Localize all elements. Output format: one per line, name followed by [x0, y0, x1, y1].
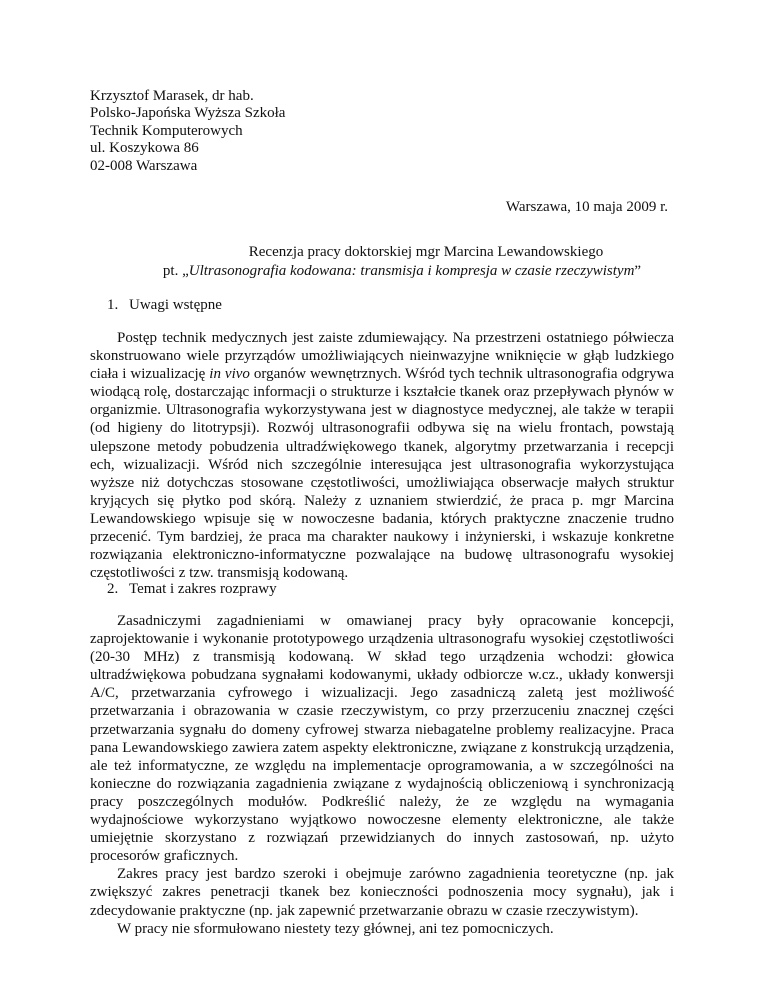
section-heading-2 — [107, 581, 277, 598]
section-body-2 — [90, 612, 674, 938]
title-prefix: pt. „ — [162, 263, 189, 279]
paragraph — [90, 329, 674, 582]
paragraph-text: Postęp technik medycznych jest zaiste zdumiewający. Na przestrzeni ostatniego półwiecza skonstruowano wiele przyrządów umożliwiających nieinwazyjne wniknięcie w głąb ludzkiego ciała i wizualizację — [90, 330, 674, 383]
paragraph: Zakres pracy jest bardzo szeroki i obejmuje zarówno zagadnienia teoretyczne (np. jak zwiększyć zakres penetracji tkanek bez konieczności podnoszenia mocy sygnału), jak i zdecydowanie praktyczne (np. jak zapewnić przetwarzanie obrazu w czasie rzeczywistym). — [90, 866, 674, 919]
title-suffix: ” — [634, 263, 642, 279]
review-title-line2 — [0, 262, 768, 281]
paragraph-text: organów wewnętrznych. Wśród tych technik ultrasonografia odgrywa wiodącą rolę, dostarczając informacji o strukturze i kształcie tkanek oraz przepływach płynów w organizmie. Ultrasonografia wykorzystywana jest w diagnostyce medycznej, ale także w terapii (od higieny do litotrypsji). Rozwój ultrasonografii odbywa się na wielu frontach, powstają ulepszone metody pobudzenia ultradźwiękowego tkanek, algorytmy przetwarzania i recepcji ech, wizualizacji. Wśród nich szczególnie interesująca jest ultrasonografia wykorzystująca wyższe niż dotychczas stosowane częstotliwości, umożliwiająca obserwacje małych struktur kryjących się płytko pod skórą. Należy z uznaniem stwierdzić, że praca p. mgr Marcina Lewandowskiego wpisuje się w nowoczesne badania, których praktyczne znaczenie trudno przecenić. Tym bardziej, że praca ma charakter naukowy i inżynierski, i wskazuje konkretne rozwiązania elektroniczno-informatyczne pozwalające na budowę ultrasonografu wysokiej częstotliwości z tzw. transmisją kodowaną. — [90, 366, 674, 582]
sender-postal-city: 02-008 Warszawa — [90, 157, 198, 174]
paragraph: W pracy nie sformułowano niestety tezy głównej, ani tez pomocniczych. — [117, 920, 554, 937]
sender-name: Krzysztof Marasek, dr hab. — [90, 88, 254, 104]
sender-institution-cont: Technik Komputerowych — [90, 122, 243, 139]
review-title-line1: Recenzja pracy doktorskiej mgr Marcina Lewandowskiego — [248, 244, 604, 260]
section-title-2: Temat i zakres rozprawy — [129, 581, 277, 597]
sender-street: ul. Koszykowa 86 — [90, 140, 199, 157]
dateline: Warszawa, 10 maja 2009 r. — [505, 199, 668, 215]
sender-address — [90, 88, 285, 175]
paragraph: Zasadniczymi zagadnieniami w omawianej pracy były opracowanie koncepcji, zaprojektowanie i wykonanie prototypowego urządzenia ultrasonografu wysokiej częstotliwości (20-30 MHz) z transmisją kodowaną. W skład tego urządzenia wchodzi: głowica ultradźwiękowa pobudzana sygnałami kodowanymi, układy odbiorcze w.cz., układy konwersji A/C, przetwarzania cyfrowego i wizualizacji. Jego zasadniczą zaletą jest możliwość przetwarzania i obrazowania w czasie rzeczywistym, co przy przerzuceniu znacznej części przetwarzania sygnału do domeny cyfrowej stwarza niebagatelne problemy realizacyjne. Praca pana Lewandowskiego zawiera zatem aspekty elektroniczne, związane z konstrukcją urządzenia, ale też informatyczne, ze względu na implementacje oprogramowania, a w szczególności na konieczne do rozwiązania zagadnienia związane z wydajnością obliczeniową i synchronizacją pracy poszczególnych modułów. Podkreślić należy, że ze względu na wymagania wydajnościowe wykorzystano wyjątkowo nowoczesne elementy elektroniczne, ale także umiejętnie skorzystano z rozwiązań przewidzianych do innych zastosowań, np. użyto procesorów graficznych. — [90, 613, 674, 865]
section-body-1 — [90, 329, 674, 582]
section-heading-1 — [107, 297, 222, 314]
review-title — [0, 243, 768, 281]
section-title-1: Uwagi wstępne — [129, 297, 222, 313]
thesis-title: Ultrasonografia kodowana: transmisja i kompresja w czasie rzeczywistym — [188, 263, 635, 279]
paragraph-emphasis: in vivo — [209, 366, 250, 383]
sender-institution: Polsko-Japońska Wyższa Szkoła — [90, 105, 286, 122]
section-number-2: 2. — [107, 581, 119, 597]
section-number-1: 1. — [107, 297, 119, 313]
